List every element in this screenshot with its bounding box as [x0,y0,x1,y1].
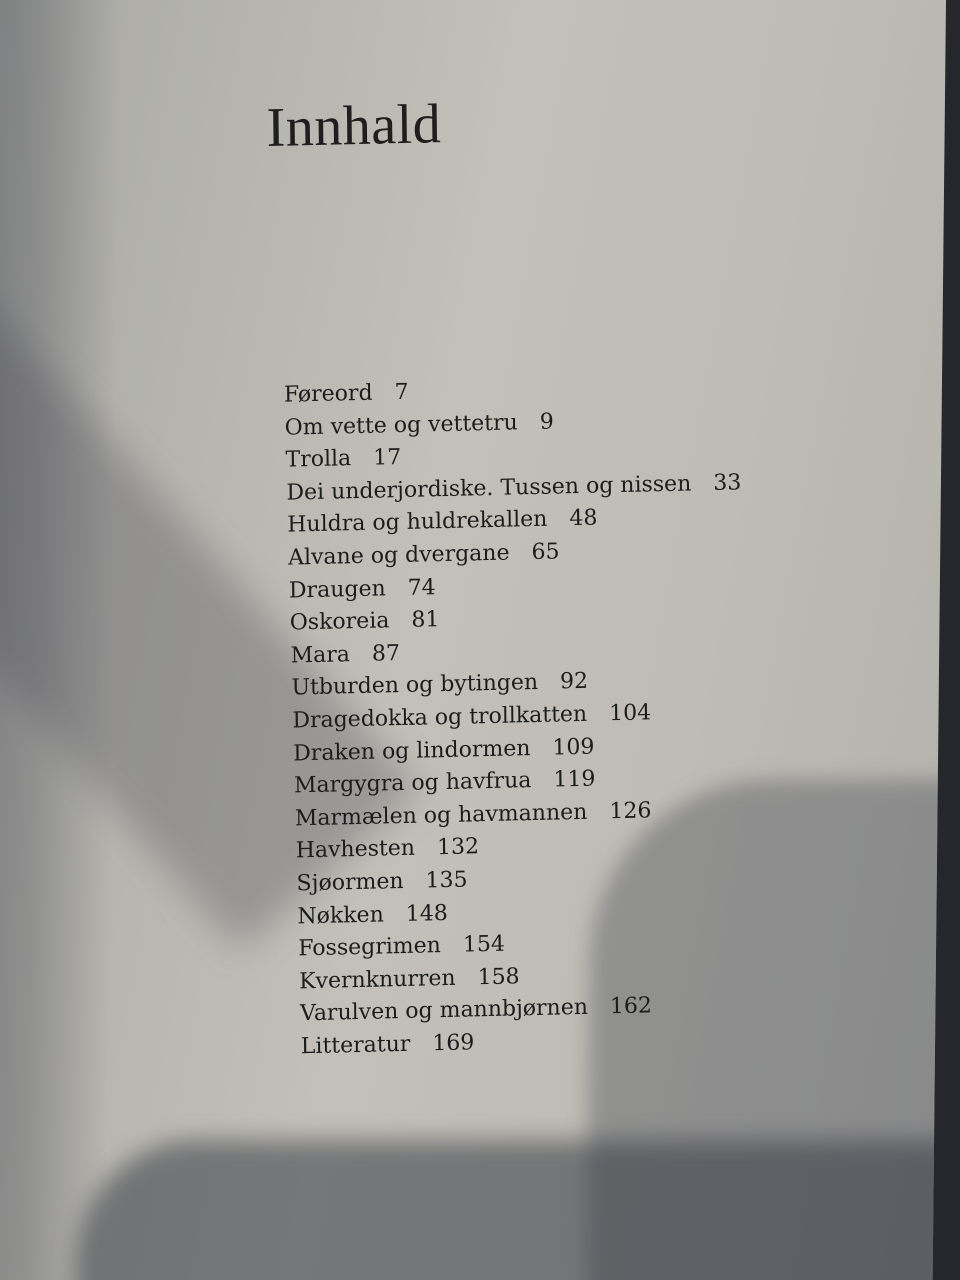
toc-entry-label: Mara [290,641,351,669]
toc-entry-page-number: 9 [539,409,554,435]
toc-entry-page-number: 132 [436,834,480,861]
toc-entry-page-number: 7 [394,379,409,406]
toc-entry-page-number: 135 [425,867,468,894]
toc-entry-label: Draken og lindormen [293,735,531,766]
toc-entry-label: Alvane og dvergane [287,540,510,571]
toc-entry-label: Utburden og bytingen [291,670,539,701]
toc-entry-page-number: 81 [411,607,440,633]
toc-entry-label: Draugen [288,575,386,604]
toc-entry-label: Varulven og mannbjørnen [299,995,589,1027]
toc-entry-label: Føreord [283,380,373,408]
toc-entry-page-number: 104 [609,700,652,727]
toc-entry-page-number: 119 [553,766,596,793]
page-title: Innhald [266,93,442,160]
toc-entry-label: Margygra og havfrua [293,768,532,799]
toc-entry-page-number: 33 [713,470,742,496]
toc-entry-label: Dei underjordiske. Tussen og nissen [286,471,692,506]
toc-entry-label: Om vette og vettetru [284,409,518,441]
toc-entry-label: Kvernknurren [298,965,456,995]
toc-entry-label: Havhesten [295,836,416,864]
toc-entry-label: Oskoreia [289,608,390,636]
toc-entry-page-number: 87 [371,640,401,667]
toc-entry-page-number: 74 [407,574,436,601]
toc-entry-page-number: 109 [552,734,595,761]
toc-entry-label: Fossegrimen [298,933,442,962]
toc-entry-page-number: 92 [559,669,589,695]
toc-entry-label: Trolla [285,446,352,473]
toc-entry-page-number: 154 [462,931,506,958]
toc-entry-page-number: 65 [531,539,560,566]
toc-entry-label: Dragedokka og trollkatten [292,701,588,734]
toc-entry-label: Sjøormen [296,868,404,897]
toc-entry-page-number: 126 [609,798,652,824]
table-of-contents [284,369,749,1064]
toc-entry-page-number: 158 [477,964,520,990]
toc-entry-label: Litteratur [300,1031,411,1060]
toc-entry-label: Nøkken [297,901,384,929]
toc-entry-page-number: 162 [609,993,653,1020]
toc-entry-label: Marmælen og havmannen [294,799,588,832]
toc-entry-page-number: 169 [432,1030,475,1057]
toc-entry-page-number: 148 [405,900,448,927]
toc-entry-page-number: 48 [569,505,598,532]
toc-entry-page-number: 17 [373,445,402,471]
toc-entry-label: Huldra og huldrekallen [287,507,548,538]
